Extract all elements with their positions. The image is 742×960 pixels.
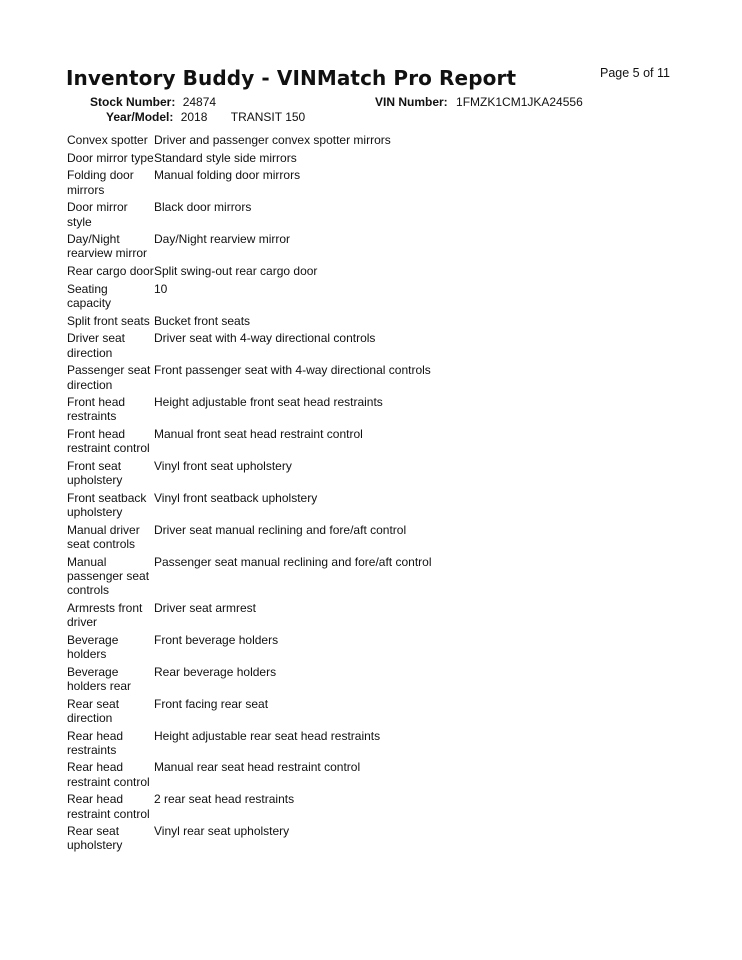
spec-label: Rear seat direction: [67, 696, 120, 725]
spec-row: [67, 200, 587, 232]
spec-value: Front beverage holders: [154, 632, 279, 647]
year-value: 2018: [180, 110, 208, 124]
spec-row: [67, 314, 587, 332]
page-number: Page 5 of 11: [600, 66, 670, 80]
spec-row: [67, 555, 587, 601]
specs-body: [67, 133, 587, 856]
spec-value: Vinyl front seat upholstery: [154, 459, 292, 474]
spec-row: [67, 168, 587, 200]
spec-row: [67, 427, 587, 459]
spec-value: Driver seat manual reclining and fore/aft control: [154, 522, 407, 537]
spec-row: [67, 697, 587, 729]
spec-row: [67, 331, 587, 363]
year-model-label: Year/Model:: [106, 110, 174, 124]
spec-value: Front facing rear seat: [154, 696, 269, 711]
spec-value: Manual rear seat head restraint control: [154, 760, 361, 775]
spec-label: Door mirror style: [67, 200, 128, 229]
spec-row: [67, 523, 587, 555]
spec-value: 10: [154, 281, 168, 296]
spec-value: Bucket front seats: [154, 313, 251, 328]
spec-label: Door mirror type: [67, 150, 154, 165]
spec-value: Vinyl front seatback upholstery: [154, 490, 318, 505]
spec-value: Front passenger seat with 4-way directional controls: [154, 363, 431, 378]
spec-value: Height adjustable front seat head restraints: [154, 395, 383, 410]
spec-label: Rear head restraint control: [67, 760, 150, 789]
spec-value: Driver seat with 4-way directional controls: [154, 331, 376, 346]
spec-row: [67, 824, 587, 856]
stock-number-label: Stock Number:: [90, 95, 176, 109]
model-value: TRANSIT 150: [230, 110, 306, 124]
spec-value: Day/Night rearview mirror: [154, 232, 291, 247]
spec-label: Split front seats: [67, 313, 150, 328]
spec-label: Beverage holders rear: [67, 664, 132, 693]
spec-row: [67, 151, 587, 169]
stock-number-value: 24874: [182, 95, 217, 109]
spec-value: Manual folding door mirrors: [154, 168, 301, 183]
spec-value: Standard style side mirrors: [154, 150, 297, 165]
spec-label: Beverage holders: [67, 632, 119, 661]
spec-label: Front seatback upholstery: [67, 490, 147, 520]
spec-value: Driver seat armrest: [154, 600, 257, 615]
spec-label: Armrests front driver: [67, 600, 143, 630]
spec-row: [67, 665, 587, 697]
spec-row: [67, 133, 587, 151]
spec-value: Height adjustable rear seat head restraints: [154, 728, 381, 743]
vin-number-value: 1FMZK1CM1JKA24556: [456, 95, 583, 109]
spec-value: Manual front seat head restraint control: [154, 427, 363, 442]
spec-label: Driver seat direction: [67, 331, 126, 360]
vin-number-label: VIN Number:: [375, 95, 448, 109]
spec-value: Rear beverage holders: [154, 664, 277, 679]
spec-value: Passenger seat manual reclining and fore/aft control: [154, 554, 432, 569]
report-title: Inventory Buddy - VINMatch Pro Report: [66, 66, 517, 90]
spec-value: 2 rear seat head restraints: [154, 792, 295, 807]
spec-value: Black door mirrors: [154, 200, 252, 215]
spec-value: Driver and passenger convex spotter mirrors: [154, 133, 391, 147]
spec-row: [67, 395, 587, 427]
spec-row: [67, 232, 587, 264]
spec-label: Front head restraint control: [67, 427, 150, 456]
year-model-row: [106, 110, 305, 124]
spec-row: [67, 760, 587, 792]
spec-value: Split swing-out rear cargo door: [154, 264, 318, 279]
spec-row: [67, 282, 587, 314]
spec-label: Convex spotter: [67, 133, 148, 147]
spec-label: Front head restraints: [67, 395, 126, 424]
stock-number-row: [90, 95, 216, 109]
spec-value: Vinyl rear seat upholstery: [154, 824, 290, 839]
spec-label: Passenger seat direction: [67, 363, 151, 392]
spec-label: Seating capacity: [67, 281, 112, 311]
spec-row: [67, 363, 587, 395]
spec-row: [67, 491, 587, 523]
spec-row: [67, 459, 587, 491]
spec-row: [67, 792, 587, 824]
spec-label: Manual passenger seat controls: [67, 554, 150, 598]
spec-label: Manual driver seat controls: [67, 522, 140, 552]
vin-number-row: [375, 95, 583, 109]
spec-row: [67, 264, 587, 282]
spec-label: Day/Night rearview mirror: [67, 232, 148, 261]
spec-label: Rear head restraints: [67, 728, 124, 757]
spec-label: Rear seat upholstery: [67, 824, 123, 853]
spec-label: Rear cargo door: [67, 264, 154, 279]
spec-row: [67, 633, 587, 665]
spec-row: [67, 729, 587, 761]
spec-row: [67, 601, 587, 633]
specs-table: [67, 133, 587, 856]
spec-label: Front seat upholstery: [67, 459, 123, 488]
spec-label: Folding door mirrors: [67, 168, 134, 197]
spec-label: Rear head restraint control: [67, 792, 150, 821]
